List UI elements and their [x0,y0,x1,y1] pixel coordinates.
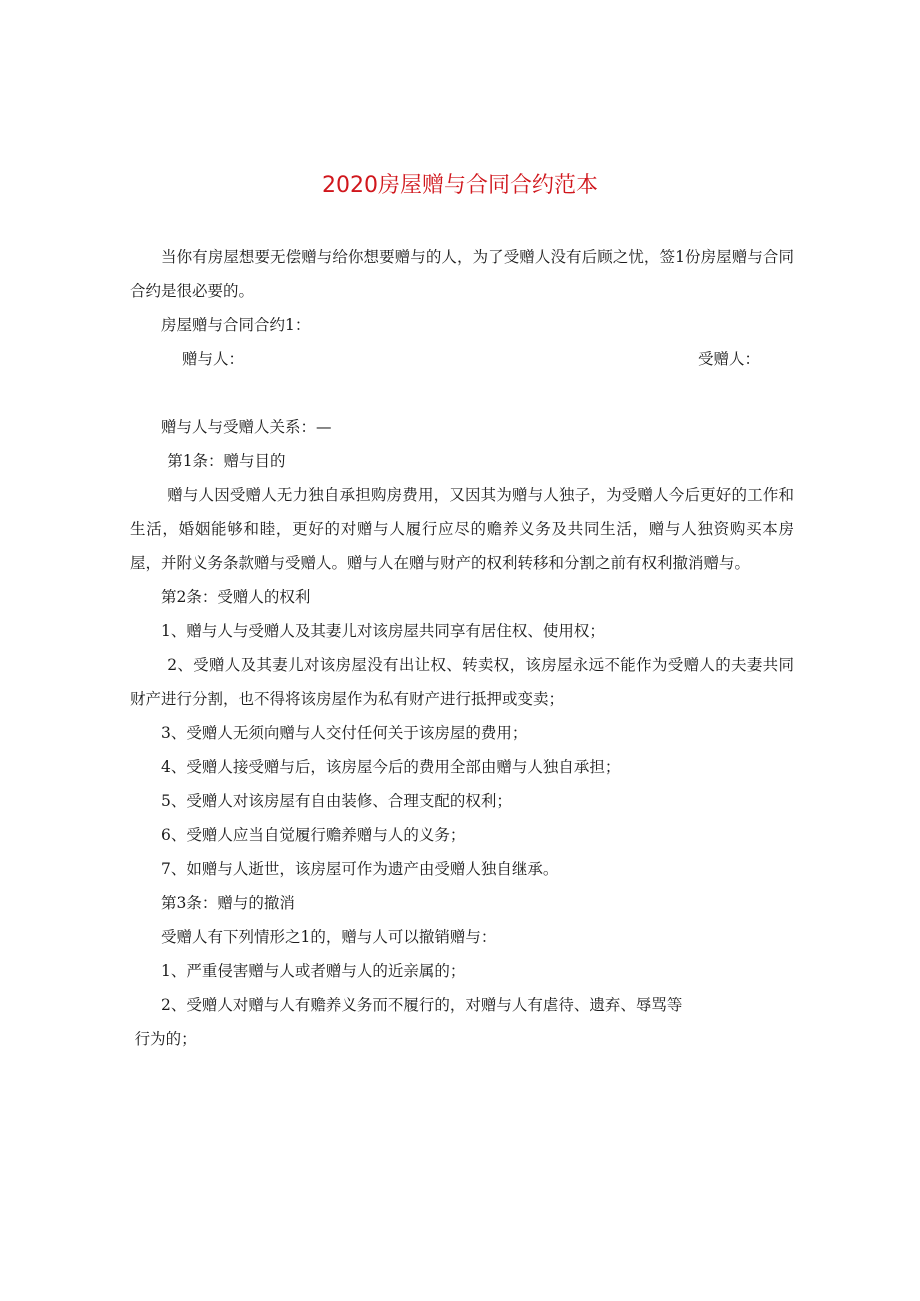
article-2-item: 5、受赠人对该房屋有自由装修、合理支配的权利； [161,792,512,810]
article-3-item-tail: 行为的； [134,1030,197,1048]
article-2-item: 6、受赠人应当自觉履行赡养赠与人的义务； [161,826,466,844]
article-1-heading: 第1条：赠与目的 [167,452,286,470]
article-2-item: 2、受赠人及其妻儿对该房屋没有出让权、转卖权，该房屋永远不能作为受赠人的夫妻共同财产进行分割，也不得将该房屋作为私有财产进行抵押或变卖； [130,656,794,708]
article-3-intro: 受赠人有下列情形之1的，赠与人可以撤销赠与： [161,928,497,946]
article-3-item: 1、严重侵害赠与人或者赠与人的近亲属的； [161,962,466,980]
article-2-item: 4、受赠人接受赠与后，该房屋今后的费用全部由赠与人独自承担； [161,758,621,776]
article-1-text: 赠与人因受赠人无力独自承担购房费用，又因其为赠与人独子，为受赠人今后更好的工作和生活，婚姻能够和睦，更好的对赠与人履行应尽的赡养义务及共同生活，赠与人独资购买本房屋，并附义务条款赠与受赠人。赠与人在赠与财产的权利转移和分割之前有权利撤消赠与。 [130,486,794,572]
article-2-item: 7、如赠与人逝世，该房屋可作为遗产由受赠人独自继承。 [161,860,559,878]
document-body [130,240,794,1056]
relation-line: 赠与人与受赠人关系：— [161,418,332,436]
article-2-heading: 第2条：受赠人的权利 [161,588,311,606]
document-title: 2020房屋赠与合同合约范本 [322,173,598,198]
article-2-item: 1、赠与人与受赠人及其妻儿对该房屋共同享有居住权、使用权； [161,622,605,640]
intro-paragraph: 当你有房屋想要无偿赠与给你想要赠与的人，为了受赠人没有后顾之忧，签1份房屋赠与合同合约是很必要的。 [130,248,794,300]
recipient-label: 受赠人： [698,350,761,368]
contract-heading: 房屋赠与合同合约1： [161,316,311,334]
donor-label: 赠与人： [182,350,245,368]
article-2-item: 3、受赠人无须向赠与人交付任何关于该房屋的费用； [161,724,528,742]
party-line [130,342,794,376]
article-3-heading: 第3条：赠与的撤消 [161,894,295,912]
article-3-item: 2、受赠人对赠与人有赡养义务而不履行的，对赠与人有虐待、遗弃、辱骂等 [161,996,683,1014]
